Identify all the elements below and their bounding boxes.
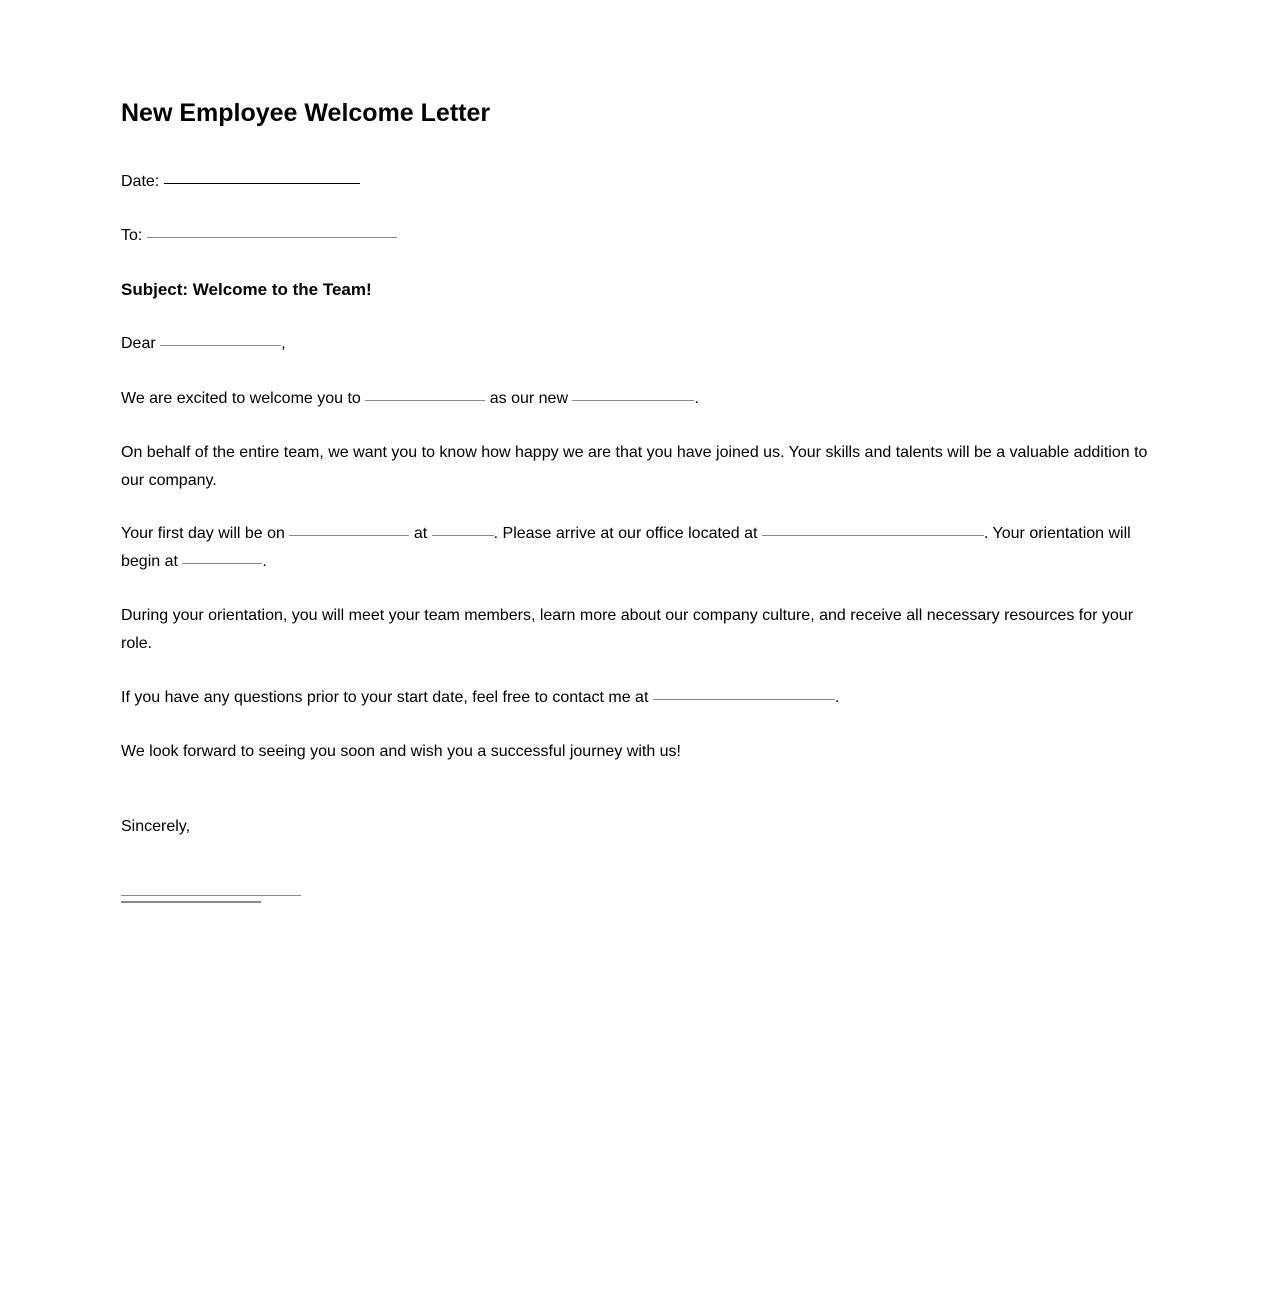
welcome-end: .: [694, 390, 699, 407]
start-time-blank[interactable]: [432, 534, 494, 536]
recipient-name-blank[interactable]: [160, 344, 281, 346]
to-label: To:: [121, 227, 143, 244]
orientation-time-blank[interactable]: [182, 562, 262, 564]
first-day-text-2: at: [413, 525, 428, 542]
first-day-paragraph: [121, 520, 1158, 575]
orientation-paragraph: During your orientation, you will meet your team members, learn more about our company culture, and receive all necessary resources for your role.: [121, 607, 1134, 652]
contact-blank[interactable]: [653, 698, 835, 700]
first-day-text-1: Your first day will be on: [121, 525, 285, 542]
start-date-blank[interactable]: [289, 534, 409, 536]
sender-name-blank[interactable]: [121, 901, 261, 903]
company-name-blank[interactable]: [365, 399, 485, 401]
questions-line: [121, 684, 839, 711]
page-title: New Employee Welcome Letter: [121, 99, 491, 127]
office-address-blank[interactable]: [762, 534, 984, 536]
welcome-text-1: We are excited to welcome you to: [121, 390, 361, 407]
to-line: [121, 222, 397, 249]
salutation-line: [121, 330, 286, 357]
position-blank[interactable]: [572, 399, 694, 401]
date-blank[interactable]: [164, 182, 360, 184]
signoff: Sincerely,: [121, 818, 191, 835]
signature-blank[interactable]: [121, 895, 301, 896]
subject-line: Subject: Welcome to the Team!: [121, 280, 372, 299]
first-day-text-3: . Please arrive at our office located at: [493, 525, 758, 542]
to-blank[interactable]: [147, 236, 397, 238]
first-day-end: .: [262, 552, 267, 570]
date-label: Date:: [121, 173, 160, 190]
first-day-text-4: . Your orientation will begin at: [121, 525, 1131, 570]
dear-text: Dear: [121, 335, 156, 352]
date-line: [121, 168, 360, 195]
welcome-text-2: as our new: [489, 390, 568, 407]
salutation-comma: ,: [281, 335, 286, 352]
welcome-line: [121, 385, 699, 412]
closing-paragraph: We look forward to seeing you soon and wish you a successful journey with us!: [121, 743, 681, 760]
behalf-paragraph: On behalf of the entire team, we want you to know how happy we are that you have joined us. Your skills and talents will be a valuable addition to our company.: [121, 444, 1148, 489]
questions-end: .: [834, 689, 840, 706]
questions-text: If you have any questions prior to your start date, feel free to contact me at: [121, 689, 649, 706]
